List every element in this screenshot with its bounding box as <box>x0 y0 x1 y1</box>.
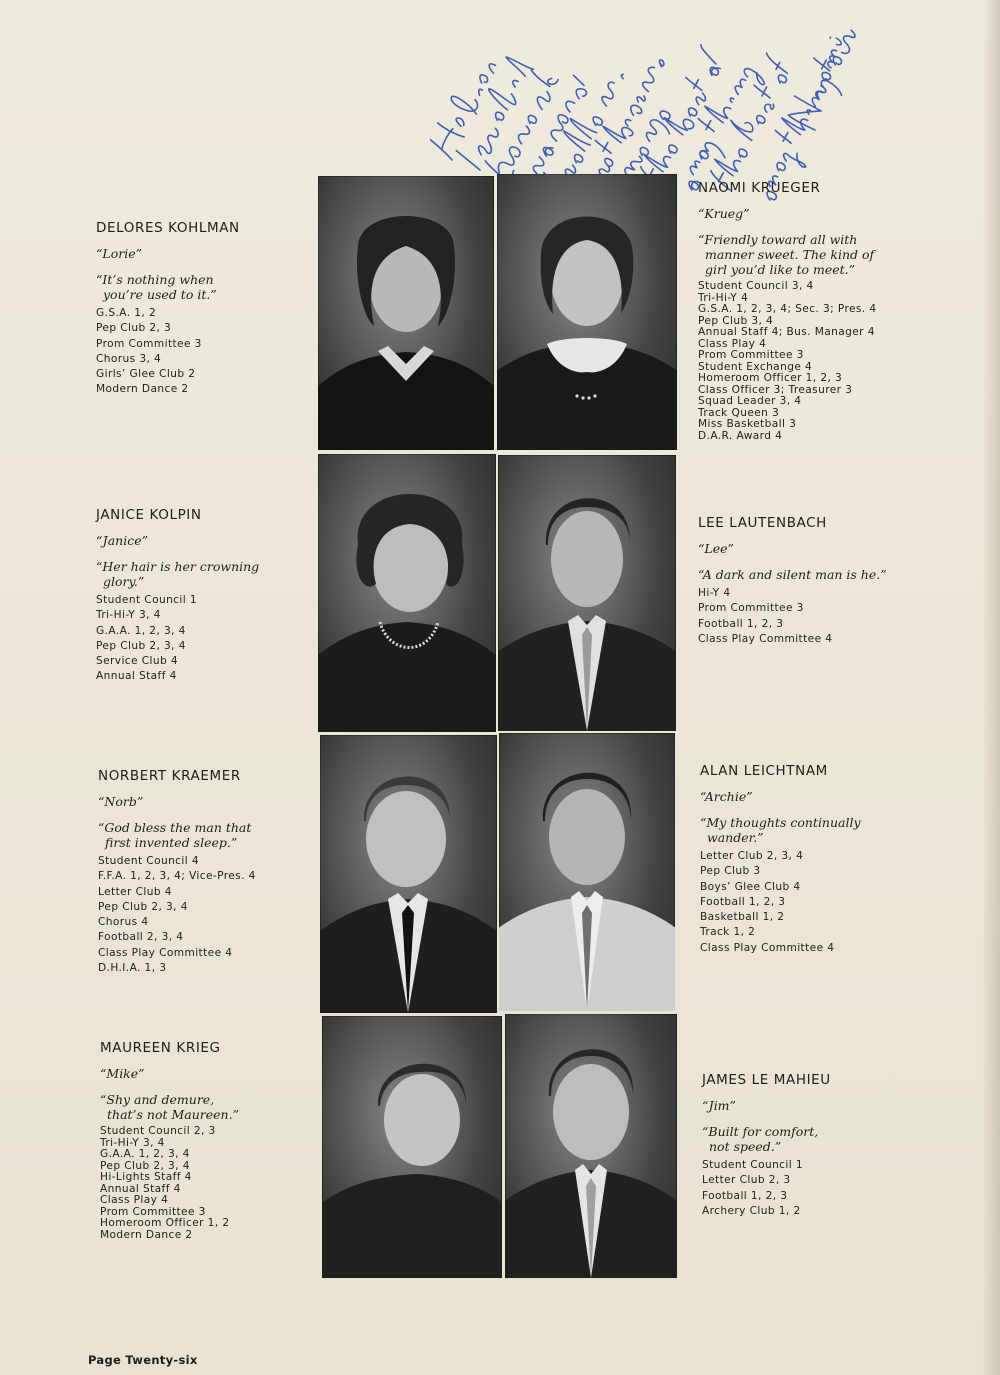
quote-line: manner sweet. The kind of <box>705 247 875 262</box>
activity-item: Pep Club 2, 3, 4 <box>98 900 188 913</box>
quote-line: “My thoughts continually <box>700 815 861 830</box>
activity-item: Miss Basketball 3 <box>698 418 797 430</box>
activity-item: Football 1, 2, 3 <box>700 895 786 908</box>
activities-list <box>96 306 326 398</box>
activity-item: Letter Club 4 <box>98 885 172 898</box>
quote-line: girl you’d like to meet.” <box>705 262 856 277</box>
activity-item: G.A.A. 1, 2, 3, 4 <box>96 624 186 637</box>
portrait-lee-lautenbach <box>498 455 676 731</box>
activity-item: Chorus 3, 4 <box>96 352 162 365</box>
activity-item: Track 1, 2 <box>700 926 756 939</box>
student-entry-naomi-krueger <box>698 180 913 442</box>
quote-line: “God bless the man that <box>98 820 252 835</box>
student-name: DELORES KOHLMAN <box>96 220 240 236</box>
activity-item: Pep Club 3 <box>700 865 761 878</box>
student-nickname: “Lorie” <box>96 246 142 261</box>
activity-item: F.F.A. 1, 2, 3, 4; Vice-Pres. 4 <box>98 870 256 883</box>
quote-line: “Her hair is her crowning <box>96 559 260 574</box>
activities-list <box>698 586 913 647</box>
activity-item: G.S.A. 1, 2 <box>96 307 157 319</box>
quote-line: that’s not Maureen.” <box>107 1107 239 1122</box>
student-quote <box>698 232 913 277</box>
activity-item: Girls’ Glee Club 2 <box>96 368 196 381</box>
activity-item: Pep Club 2, 3, 4 <box>96 639 186 652</box>
activity-item: Modern Dance 2 <box>100 1228 193 1241</box>
activity-item: Pep Club 2, 3 <box>96 322 172 335</box>
student-name: ALAN LEICHTNAM <box>700 763 828 779</box>
activity-item: Modern Dance 2 <box>96 383 189 396</box>
activity-item: G.S.A. 1, 2, 3, 4; Sec. 3; Pres. 4 <box>698 303 877 315</box>
student-name: JANICE KOLPIN <box>96 507 202 523</box>
portrait-naomi-krueger <box>497 174 677 450</box>
activity-item: Student Council 1 <box>702 1159 803 1171</box>
student-quote <box>96 559 326 589</box>
quote-line: glory.” <box>103 574 145 589</box>
activity-item: Boys’ Glee Club 4 <box>700 880 801 893</box>
activity-item: Class Play Committee 4 <box>700 941 835 954</box>
quote-line: not speed.” <box>709 1139 782 1154</box>
activity-item: Student Council 2, 3 <box>100 1125 216 1137</box>
activity-item: Class Play 4 <box>698 337 767 350</box>
student-quote <box>98 820 328 850</box>
activity-item: Annual Staff 4 <box>96 670 177 683</box>
activity-item: Prom Committee 3 <box>698 602 804 615</box>
student-name: JAMES LE MAHIEU <box>702 1072 831 1088</box>
activities-list <box>698 281 913 442</box>
quote-line: wander.” <box>707 830 764 845</box>
student-quote <box>702 1124 917 1154</box>
activity-item: Tri-Hi-Y 4 <box>698 291 749 304</box>
page-number: Page Twenty-six <box>88 1353 198 1367</box>
activity-item: Hi-Lights Staff 4 <box>100 1171 192 1183</box>
student-nickname: “Lee” <box>698 541 734 556</box>
activity-item: Class Play 4 <box>100 1194 169 1206</box>
activity-item: Football 1, 2, 3 <box>702 1189 788 1202</box>
activity-item: Chorus 4 <box>98 916 149 929</box>
activities-list <box>702 1158 917 1219</box>
activity-item: Homeroom Officer 1, 2, 3 <box>698 372 843 384</box>
student-nickname: “Mike” <box>100 1066 145 1081</box>
activities-list <box>100 1126 330 1241</box>
activity-item: Archery Club 1, 2 <box>702 1204 801 1217</box>
portrait-delores-kohlman <box>318 176 494 450</box>
portrait-norbert-kraemer <box>320 735 497 1013</box>
student-name: MAUREEN KRIEG <box>100 1040 221 1056</box>
activities-list <box>700 849 915 956</box>
activity-item: Basketball 1, 2 <box>700 911 785 924</box>
activity-item: Pep Club 2, 3, 4 <box>100 1159 190 1172</box>
student-quote <box>698 567 913 582</box>
activity-item: Football 2, 3, 4 <box>98 931 184 944</box>
activity-item: Homeroom Officer 1, 2 <box>100 1217 230 1229</box>
activity-item: Student Council 1 <box>96 594 197 606</box>
portrait-janice-kolpin <box>318 454 496 732</box>
quote-line: “A dark and silent man is he.” <box>698 567 887 582</box>
student-name: LEE LAUTENBACH <box>698 515 827 531</box>
student-nickname: “Janice” <box>96 533 148 548</box>
activity-item: Service Club 4 <box>96 655 179 668</box>
activity-item: Tri-Hi-Y 3, 4 <box>96 609 161 622</box>
activity-item: Prom Committee 3 <box>96 337 202 350</box>
quote-line: “It’s nothing when <box>96 272 214 287</box>
activity-item: Class Officer 3; Treasurer 3 <box>698 383 853 396</box>
quote-line: “Built for comfort, <box>702 1124 819 1139</box>
activity-item: D.H.I.A. 1, 3 <box>98 962 167 975</box>
activity-item: Annual Staff 4 <box>100 1182 181 1195</box>
activity-item: D.A.R. Award 4 <box>698 429 783 442</box>
student-nickname: “Archie” <box>700 789 753 804</box>
quote-line: you’re used to it.” <box>103 287 217 302</box>
activity-item: Prom Committee 3 <box>698 349 804 361</box>
activity-item: Squad Leader 3, 4 <box>698 395 802 407</box>
student-entry-alan-leichtnam <box>700 763 915 956</box>
student-nickname: “Norb” <box>98 794 144 809</box>
activity-item: Tri-Hi-Y 3, 4 <box>100 1136 165 1149</box>
activities-list <box>96 593 326 685</box>
quote-line: “Shy and demure, <box>100 1092 215 1107</box>
activity-item: Student Exchange 4 <box>698 360 813 373</box>
student-name: NAOMI KRUEGER <box>698 180 821 196</box>
activity-item: Class Play Committee 4 <box>698 632 833 645</box>
page-spine-shadow <box>982 0 1000 1375</box>
portrait-james-le-mahieu <box>505 1014 677 1278</box>
activity-item: Prom Committee 3 <box>100 1205 206 1218</box>
student-entry-janice-kolpin <box>96 507 326 685</box>
student-entry-james-le-mahieu <box>702 1072 917 1219</box>
student-quote <box>96 272 326 302</box>
activity-item: G.A.A. 1, 2, 3, 4 <box>100 1148 190 1160</box>
student-name: NORBERT KRAEMER <box>98 768 241 784</box>
activity-item: Annual Staff 4; Bus. Manager 4 <box>698 326 875 338</box>
student-nickname: “Jim” <box>702 1098 736 1113</box>
activity-item: Football 1, 2, 3 <box>698 617 784 630</box>
activity-item: Hi-Y 4 <box>698 587 731 599</box>
quote-line: first invented sleep.” <box>105 835 238 850</box>
activity-item: Class Play Committee 4 <box>98 946 233 959</box>
quote-line: “Friendly toward all with <box>698 232 858 247</box>
student-nickname: “Krueg” <box>698 206 750 221</box>
activities-list <box>98 854 328 976</box>
student-entry-maureen-krieg <box>100 1040 330 1241</box>
student-entry-lee-lautenbach <box>698 515 913 647</box>
activity-item: Track Queen 3 <box>698 406 780 419</box>
activity-item: Student Council 3, 4 <box>698 280 814 292</box>
activity-item: Pep Club 3, 4 <box>698 314 774 327</box>
activity-item: Letter Club 2, 3 <box>702 1174 791 1187</box>
student-quote <box>700 815 915 845</box>
student-entry-delores-kohlman <box>96 220 326 398</box>
portrait-maureen-krieg <box>322 1016 502 1278</box>
student-entry-norbert-kraemer <box>98 768 328 976</box>
activity-item: Student Council 4 <box>98 855 199 867</box>
student-quote <box>100 1092 330 1122</box>
activity-item: Letter Club 2, 3, 4 <box>700 850 804 862</box>
portrait-alan-leichtnam <box>499 733 675 1011</box>
